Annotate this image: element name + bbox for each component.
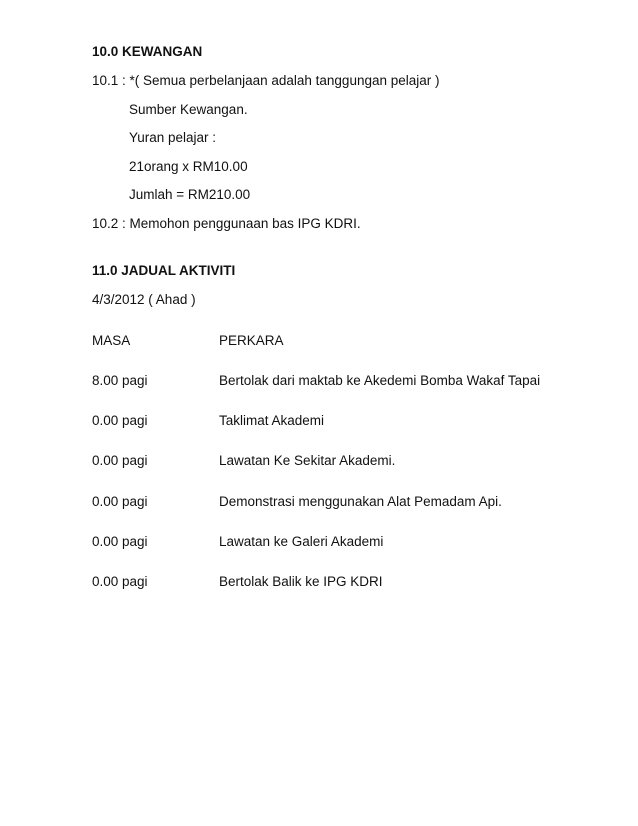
header-masa: MASA <box>92 333 131 348</box>
section-10-item-2: 10.2 : Memohon penggunaan bas IPG KDRI. <box>92 216 361 231</box>
row-time: 0.00 pagi <box>92 534 148 549</box>
row-activity: Taklimat Akademi <box>219 413 325 428</box>
fee-calculation-line: 21orang x RM10.00 <box>129 159 248 174</box>
row-time: 0.00 pagi <box>92 453 148 468</box>
row-activity: Bertolak Balik ke IPG KDRI <box>219 574 383 589</box>
fee-total-line: Jumlah = RM210.00 <box>129 187 251 202</box>
row-activity: Lawatan Ke Sekitar Akademi. <box>219 453 396 468</box>
student-fee-line: Yuran pelajar : <box>129 130 217 145</box>
row-time: 0.00 pagi <box>92 413 148 428</box>
section-10-item-1: 10.1 : *( Semua perbelanjaan adalah tanggungan pelajar ) <box>92 73 440 88</box>
activity-date: 4/3/2012 ( Ahad ) <box>92 292 196 307</box>
row-time: 0.00 pagi <box>92 574 148 589</box>
section-11-heading: 11.0 JADUAL AKTIVITI <box>92 263 236 278</box>
row-time: 8.00 pagi <box>92 373 148 388</box>
row-activity: Demonstrasi menggunakan Alat Pemadam Api. <box>219 494 502 509</box>
section-10-heading: 10.0 KEWANGAN <box>92 44 203 59</box>
row-time: 0.00 pagi <box>92 494 148 509</box>
row-activity: Bertolak dari maktab ke Akedemi Bomba Wakaf Tapai <box>219 373 541 388</box>
row-activity: Lawatan ke Galeri Akademi <box>219 534 384 549</box>
header-perkara: PERKARA <box>219 333 284 348</box>
finance-source-line: Sumber Kewangan. <box>129 102 248 117</box>
